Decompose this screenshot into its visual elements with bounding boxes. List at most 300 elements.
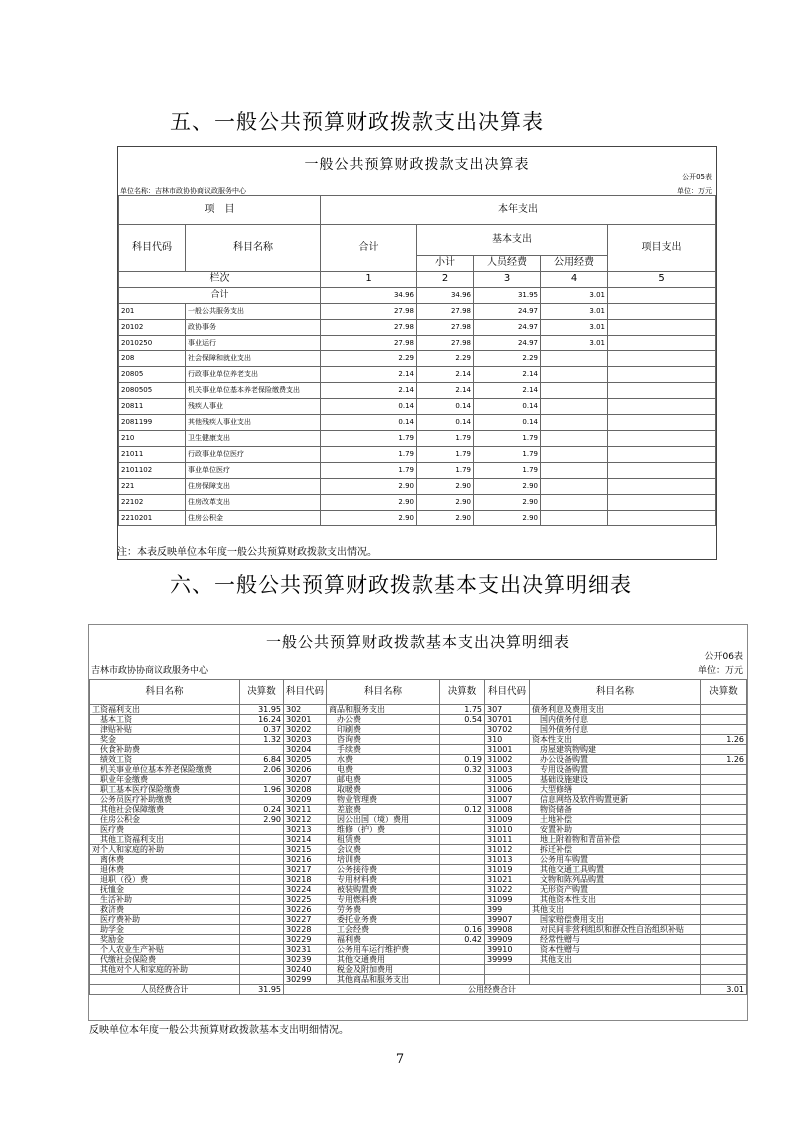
cell-amount-3 <box>701 705 747 715</box>
cell-subtotal: 2.29 <box>417 351 474 367</box>
header-project: 项目支出 <box>608 225 716 272</box>
cell-name-1: 工资福利支出 <box>90 705 240 715</box>
cell-amount-2 <box>440 775 485 785</box>
total-public: 3.01 <box>541 287 608 303</box>
h6-name-2: 科目名称 <box>327 680 440 705</box>
cell-amount-3: 1.26 <box>701 755 747 765</box>
cell-public: 3.01 <box>541 319 608 335</box>
cell-name-1: 奖励金 <box>90 935 240 945</box>
cell-amount-2: 0.12 <box>440 805 485 815</box>
cell-code-3: 31002 <box>485 755 530 765</box>
cell-code-3: 31012 <box>485 845 530 855</box>
cell-personnel: 0.14 <box>474 415 541 431</box>
cell-code-3: 31009 <box>485 815 530 825</box>
header-name: 科目名称 <box>186 225 321 272</box>
cell-code: 2010250 <box>119 335 186 351</box>
cell-name-2: 其他商品和服务支出 <box>327 975 440 985</box>
cell-name-3: 办公设备购置 <box>530 755 701 765</box>
table-row <box>90 765 747 775</box>
cell-amount-2: 1.75 <box>440 705 485 715</box>
cell-code-3: 31005 <box>485 775 530 785</box>
section5-heading: 五、一般公共预算财政拨款支出决算表 <box>170 110 544 134</box>
cell-public <box>541 494 608 510</box>
cell-subtotal: 27.98 <box>417 303 474 319</box>
cell-code: 20811 <box>119 399 186 415</box>
cell-amount-1 <box>240 895 284 905</box>
cell-personnel: 1.79 <box>474 462 541 478</box>
table6-form-no: 公开06表 <box>704 652 743 662</box>
cell-name-3: 物资储备 <box>530 805 701 815</box>
cell-personnel: 24.97 <box>474 303 541 319</box>
cell-name-2: 电费 <box>327 765 440 775</box>
cell-public <box>541 510 608 526</box>
table-row <box>90 725 747 735</box>
cell-name-2: 会议费 <box>327 845 440 855</box>
table5-note: 注：本表反映单位本年度一般公共预算财政拨款支出情况。 <box>117 547 377 558</box>
cell-code-3: 39910 <box>485 945 530 955</box>
cell-total: 2.90 <box>321 478 417 494</box>
cell-name-1: 对个人和家庭的补助 <box>90 845 240 855</box>
cell-personnel: 2.90 <box>474 478 541 494</box>
cell-project <box>608 415 716 431</box>
cell-project <box>608 383 716 399</box>
header-c2: 2 <box>417 271 474 287</box>
table-row <box>90 715 747 725</box>
cell-name-1: 个人农业生产补贴 <box>90 945 240 955</box>
cell-code-2: 30205 <box>284 755 327 765</box>
cell-name-1: 津贴补贴 <box>90 725 240 735</box>
cell-amount-3 <box>701 945 747 955</box>
cell-amount-3 <box>701 885 747 895</box>
cell-code-3: 31022 <box>485 885 530 895</box>
table-row <box>90 925 747 935</box>
total-personnel: 31.95 <box>474 287 541 303</box>
cell-name-2: 税金及附加费用 <box>327 965 440 975</box>
cell-project <box>608 446 716 462</box>
h6-amount-3: 决算数 <box>701 680 747 705</box>
cell-name: 住房保障支出 <box>186 478 321 494</box>
cell-amount-1 <box>240 875 284 885</box>
cell-code-3: 310 <box>485 735 530 745</box>
cell-subtotal: 1.79 <box>417 430 474 446</box>
cell-amount-3 <box>701 935 747 945</box>
cell-name: 卫生健康支出 <box>186 430 321 446</box>
personnel-total-label: 人员经费合计 <box>90 985 240 995</box>
cell-name-3: 土地补偿 <box>530 815 701 825</box>
cell-project <box>608 430 716 446</box>
table5 <box>118 195 716 526</box>
cell-name-1: 生活补助 <box>90 895 240 905</box>
table-row <box>90 915 747 925</box>
header-col-label: 栏次 <box>119 271 321 287</box>
cell-public <box>541 415 608 431</box>
cell-name-2: 委托业务费 <box>327 915 440 925</box>
header-code: 科目代码 <box>119 225 186 272</box>
cell-code-3: 31007 <box>485 795 530 805</box>
cell-amount-3 <box>701 715 747 725</box>
cell-amount-1 <box>240 855 284 865</box>
cell-code: 20102 <box>119 319 186 335</box>
cell-amount-3 <box>701 765 747 775</box>
cell-project <box>608 351 716 367</box>
cell-code-2: 30204 <box>284 745 327 755</box>
cell-personnel: 2.90 <box>474 494 541 510</box>
cell-name-2: 商品和服务支出 <box>327 705 440 715</box>
cell-amount-2 <box>440 955 485 965</box>
cell-total: 2.90 <box>321 494 417 510</box>
cell-code: 208 <box>119 351 186 367</box>
cell-personnel: 24.97 <box>474 335 541 351</box>
table6-unit-name: 吉林市政协协商议政服务中心 <box>91 666 209 676</box>
cell-code: 2210201 <box>119 510 186 526</box>
table-row <box>119 335 716 351</box>
cell-public <box>541 351 608 367</box>
cell-total: 1.79 <box>321 446 417 462</box>
cell-name-3: 债务利息及费用支出 <box>530 705 701 715</box>
cell-name: 一般公共服务支出 <box>186 303 321 319</box>
cell-name-1: 其他对个人和家庭的补助 <box>90 965 240 975</box>
table-row <box>119 415 716 431</box>
cell-amount-2 <box>440 945 485 955</box>
cell-name-3: 资本性支出 <box>530 735 701 745</box>
cell-code: 221 <box>119 478 186 494</box>
cell-name: 住房改革支出 <box>186 494 321 510</box>
cell-amount-2 <box>440 825 485 835</box>
cell-code-2: 30227 <box>284 915 327 925</box>
cell-name-2: 因公出国（境）费用 <box>327 815 440 825</box>
table-row <box>90 955 747 965</box>
public-total-label: 公用经费合计 <box>284 985 701 995</box>
table-row <box>119 462 716 478</box>
cell-amount-1: 0.37 <box>240 725 284 735</box>
cell-code-3 <box>485 975 530 985</box>
cell-personnel: 2.14 <box>474 367 541 383</box>
table-row <box>90 835 747 845</box>
cell-name-2: 福利费 <box>327 935 440 945</box>
cell-code-2: 30214 <box>284 835 327 845</box>
cell-name-3: 其他支出 <box>530 955 701 965</box>
cell-code: 201 <box>119 303 186 319</box>
cell-amount-1: 2.90 <box>240 815 284 825</box>
cell-amount-1: 1.32 <box>240 735 284 745</box>
cell-project <box>608 399 716 415</box>
cell-name-2: 水费 <box>327 755 440 765</box>
cell-amount-3 <box>701 785 747 795</box>
cell-code: 22102 <box>119 494 186 510</box>
h6-name-3: 科目名称 <box>530 680 701 705</box>
cell-public: 3.01 <box>541 335 608 351</box>
table-row <box>90 875 747 885</box>
cell-name-1: 离休费 <box>90 855 240 865</box>
cell-code-3: 31019 <box>485 865 530 875</box>
cell-amount-2 <box>440 725 485 735</box>
table-row <box>119 383 716 399</box>
table-row <box>90 865 747 875</box>
cell-amount-2 <box>440 735 485 745</box>
cell-amount-3 <box>701 725 747 735</box>
cell-code-3: 31010 <box>485 825 530 835</box>
header-item: 项 目 <box>119 196 321 225</box>
cell-name-1: 奖金 <box>90 735 240 745</box>
cell-public <box>541 446 608 462</box>
table-row <box>119 478 716 494</box>
table-row <box>90 705 747 715</box>
cell-code-3: 39909 <box>485 935 530 945</box>
table-row <box>119 446 716 462</box>
cell-amount-3 <box>701 965 747 975</box>
cell-amount-1 <box>240 885 284 895</box>
cell-amount-2 <box>440 895 485 905</box>
cell-name-2: 租赁费 <box>327 835 440 845</box>
cell-amount-1: 31.95 <box>240 705 284 715</box>
cell-amount-1 <box>240 925 284 935</box>
cell-total: 2.14 <box>321 383 417 399</box>
cell-amount-3 <box>701 795 747 805</box>
cell-name-1: 退休费 <box>90 865 240 875</box>
cell-code-3: 399 <box>485 905 530 915</box>
cell-amount-2: 0.19 <box>440 755 485 765</box>
cell-name-3: 地上附着物和青苗补偿 <box>530 835 701 845</box>
cell-amount-3 <box>701 865 747 875</box>
cell-name-1: 绩效工资 <box>90 755 240 765</box>
table5-unit: 单位：万元 <box>677 187 712 195</box>
total-total: 34.96 <box>321 287 417 303</box>
cell-name-2: 专用材料费 <box>327 875 440 885</box>
cell-name-1: 职工基本医疗保险缴费 <box>90 785 240 795</box>
cell-name: 政协事务 <box>186 319 321 335</box>
cell-amount-2 <box>440 845 485 855</box>
cell-total: 2.14 <box>321 367 417 383</box>
cell-amount-3 <box>701 815 747 825</box>
cell-public <box>541 462 608 478</box>
cell-amount-1 <box>240 975 284 985</box>
header-c5: 5 <box>608 271 716 287</box>
cell-name-1: 医疗费补助 <box>90 915 240 925</box>
t6-total-row <box>90 985 747 995</box>
cell-name-1: 代缴社会保险费 <box>90 955 240 965</box>
cell-amount-1 <box>240 865 284 875</box>
cell-name: 行政事业单位医疗 <box>186 446 321 462</box>
cell-total: 2.29 <box>321 351 417 367</box>
cell-amount-1 <box>240 945 284 955</box>
cell-public <box>541 383 608 399</box>
cell-name: 事业单位医疗 <box>186 462 321 478</box>
cell-code-2: 30209 <box>284 795 327 805</box>
table-row <box>90 785 747 795</box>
cell-name-3: 拆迁补偿 <box>530 845 701 855</box>
cell-public <box>541 478 608 494</box>
cell-project <box>608 367 716 383</box>
table-row <box>90 735 747 745</box>
cell-name-3 <box>530 965 701 975</box>
cell-name-2: 办公费 <box>327 715 440 725</box>
cell-amount-3 <box>701 745 747 755</box>
cell-name-1: 其他工资福利支出 <box>90 835 240 845</box>
cell-amount-2 <box>440 885 485 895</box>
cell-name-1: 退职（役）费 <box>90 875 240 885</box>
cell-subtotal: 2.90 <box>417 478 474 494</box>
cell-name-2: 工会经费 <box>327 925 440 935</box>
cell-code-3: 31013 <box>485 855 530 865</box>
cell-code-2: 30202 <box>284 725 327 735</box>
cell-total: 27.98 <box>321 335 417 351</box>
cell-code-2: 30225 <box>284 895 327 905</box>
cell-name-1: 救济费 <box>90 905 240 915</box>
cell-total: 2.90 <box>321 510 417 526</box>
cell-total: 27.98 <box>321 319 417 335</box>
cell-subtotal: 0.14 <box>417 415 474 431</box>
cell-name-3: 文物和陈列品购置 <box>530 875 701 885</box>
table-row <box>90 935 747 945</box>
cell-amount-2 <box>440 785 485 795</box>
cell-subtotal: 2.90 <box>417 510 474 526</box>
table-row <box>119 494 716 510</box>
section6-heading: 六、一般公共预算财政拨款基本支出决算明细表 <box>170 573 632 597</box>
cell-project <box>608 303 716 319</box>
cell-amount-2 <box>440 855 485 865</box>
cell-personnel: 2.14 <box>474 383 541 399</box>
cell-name-2: 公务用车运行维护费 <box>327 945 440 955</box>
h6-name-1: 科目名称 <box>90 680 240 705</box>
cell-name-2: 取暖费 <box>327 785 440 795</box>
cell-personnel: 1.79 <box>474 430 541 446</box>
cell-name-1: 基本工资 <box>90 715 240 725</box>
table6-unit: 单位：万元 <box>697 666 743 676</box>
cell-amount-3 <box>701 835 747 845</box>
cell-code-3: 31003 <box>485 765 530 775</box>
cell-code-2: 30228 <box>284 925 327 935</box>
public-total: 3.01 <box>701 985 747 995</box>
cell-public <box>541 367 608 383</box>
cell-code: 21011 <box>119 446 186 462</box>
cell-code-2: 30206 <box>284 765 327 775</box>
cell-project <box>608 462 716 478</box>
cell-code-2: 30215 <box>284 845 327 855</box>
header-c1: 1 <box>321 271 417 287</box>
cell-code-3: 31021 <box>485 875 530 885</box>
table6-note: 反映单位本年度一般公共预算财政拨款基本支出明细情况。 <box>89 1025 349 1036</box>
table-row <box>90 825 747 835</box>
cell-code-2: 302 <box>284 705 327 715</box>
cell-code-2: 30229 <box>284 935 327 945</box>
cell-personnel: 2.29 <box>474 351 541 367</box>
table-row <box>119 367 716 383</box>
cell-name: 残疾人事业 <box>186 399 321 415</box>
cell-code-2: 30211 <box>284 805 327 815</box>
cell-name-1 <box>90 975 240 985</box>
cell-code: 210 <box>119 430 186 446</box>
table-row <box>119 319 716 335</box>
cell-code-3: 39908 <box>485 925 530 935</box>
table-row <box>90 795 747 805</box>
cell-amount-1 <box>240 745 284 755</box>
cell-name: 行政事业单位养老支出 <box>186 367 321 383</box>
cell-personnel: 1.79 <box>474 446 541 462</box>
table-row <box>90 945 747 955</box>
cell-project <box>608 494 716 510</box>
table-row <box>90 905 747 915</box>
cell-subtotal: 27.98 <box>417 335 474 351</box>
cell-name-2: 培训费 <box>327 855 440 865</box>
cell-name: 社会保障和就业支出 <box>186 351 321 367</box>
cell-name-3: 其他资本性支出 <box>530 895 701 905</box>
cell-amount-3 <box>701 805 747 815</box>
total-label: 合计 <box>119 287 321 303</box>
cell-code: 2081199 <box>119 415 186 431</box>
cell-name-3: 基础设施建设 <box>530 775 701 785</box>
cell-code-2: 30224 <box>284 885 327 895</box>
cell-code-3: 31099 <box>485 895 530 905</box>
cell-amount-3 <box>701 775 747 785</box>
cell-subtotal: 2.14 <box>417 383 474 399</box>
table-row <box>119 351 716 367</box>
cell-code-2: 30240 <box>284 965 327 975</box>
cell-name-3: 专用设备购置 <box>530 765 701 775</box>
cell-code-2: 30217 <box>284 865 327 875</box>
cell-amount-3 <box>701 875 747 885</box>
cell-name-2: 公务接待费 <box>327 865 440 875</box>
header-c3: 3 <box>474 271 541 287</box>
cell-amount-2 <box>440 905 485 915</box>
table-row <box>90 815 747 825</box>
table-row <box>90 975 747 985</box>
cell-name-3: 资本性赠与 <box>530 945 701 955</box>
cell-amount-3 <box>701 845 747 855</box>
cell-project <box>608 510 716 526</box>
table-row <box>90 745 747 755</box>
table6-title: 一般公共预算财政拨款基本支出决算明细表 <box>265 633 570 651</box>
cell-name: 机关事业单位基本养老保险缴费支出 <box>186 383 321 399</box>
cell-code-2: 30207 <box>284 775 327 785</box>
cell-name: 事业运行 <box>186 335 321 351</box>
cell-amount-1 <box>240 795 284 805</box>
header-current-year: 本年支出 <box>321 196 716 225</box>
cell-personnel: 0.14 <box>474 399 541 415</box>
header-basic: 基本支出 <box>417 225 608 256</box>
cell-total: 0.14 <box>321 415 417 431</box>
cell-amount-2: 0.32 <box>440 765 485 775</box>
total-subtotal: 34.96 <box>417 287 474 303</box>
cell-amount-1 <box>240 965 284 975</box>
cell-name-3: 其他交通工具购置 <box>530 865 701 875</box>
cell-amount-3 <box>701 975 747 985</box>
cell-name-1: 抚恤金 <box>90 885 240 895</box>
table-row <box>90 845 747 855</box>
cell-amount-1 <box>240 775 284 785</box>
cell-name-1: 公务员医疗补助缴费 <box>90 795 240 805</box>
header-c4: 4 <box>541 271 608 287</box>
table5-unit-name: 单位名称：吉林市政协协商议政服务中心 <box>120 187 246 195</box>
cell-amount-2: 0.42 <box>440 935 485 945</box>
h6-code-2: 科目代码 <box>284 680 327 705</box>
table-row <box>90 885 747 895</box>
header-total: 合计 <box>321 225 417 272</box>
cell-code-3: 30702 <box>485 725 530 735</box>
cell-subtotal: 1.79 <box>417 446 474 462</box>
cell-code-3: 31006 <box>485 785 530 795</box>
cell-name: 其他残疾人事业支出 <box>186 415 321 431</box>
cell-public <box>541 430 608 446</box>
cell-name-2: 手续费 <box>327 745 440 755</box>
cell-amount-1: 0.24 <box>240 805 284 815</box>
table-row <box>119 430 716 446</box>
cell-code-2: 30239 <box>284 955 327 965</box>
header-public: 公用经费 <box>541 256 608 272</box>
table6-frame <box>88 624 748 1021</box>
table-row <box>90 895 747 905</box>
cell-total: 27.98 <box>321 303 417 319</box>
cell-name-3: 国外债务付息 <box>530 725 701 735</box>
